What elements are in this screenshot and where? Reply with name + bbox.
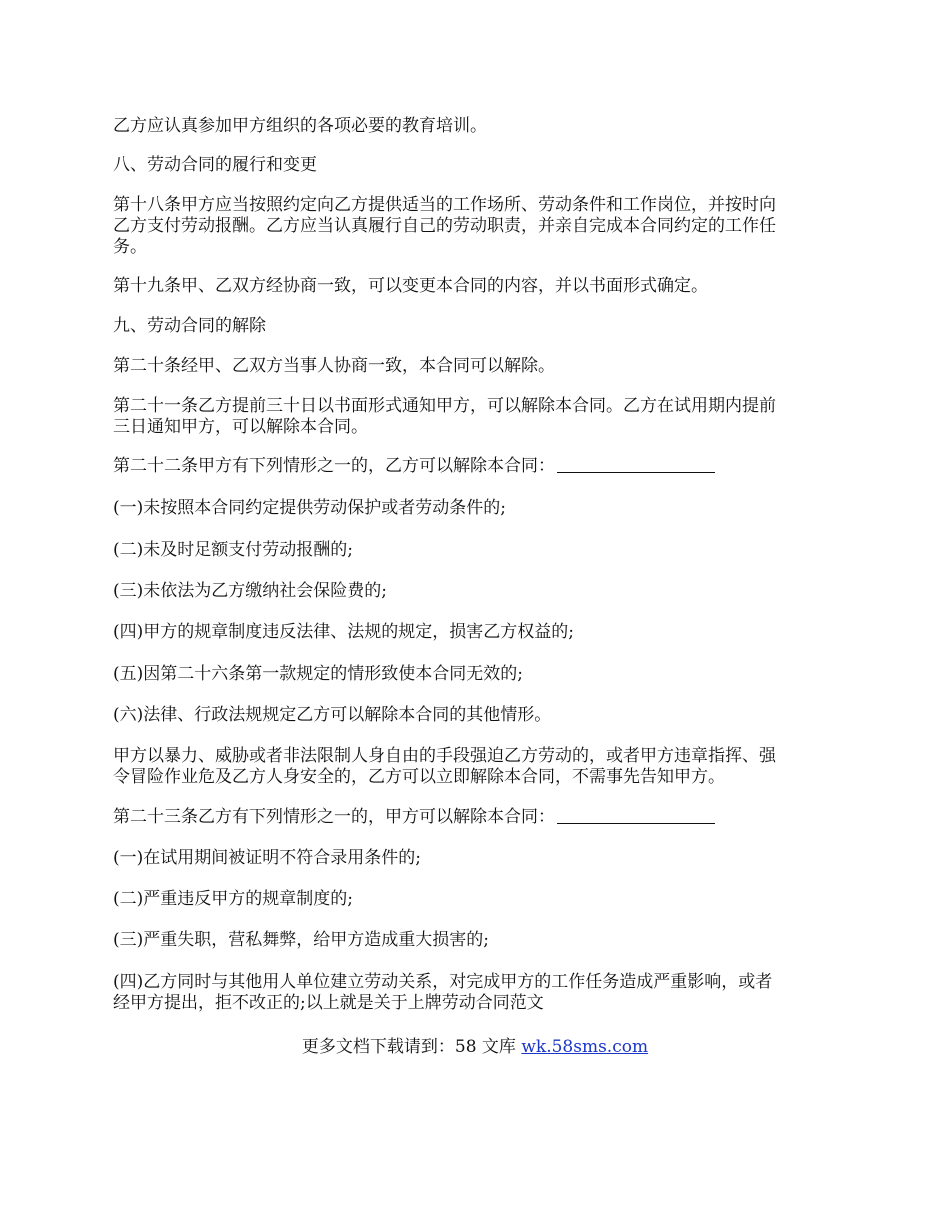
fill-in-blank xyxy=(557,822,715,824)
paragraph-line: 经甲方提出，拒不改正的;以上就是关于上牌劳动合同范文 xyxy=(113,993,544,1013)
list-item: (一)未按照本合同约定提供劳动保护或者劳动条件的; xyxy=(113,498,506,518)
fill-in-blank xyxy=(557,471,715,473)
list-item: (一)在试用期间被证明不符合录用条件的; xyxy=(113,848,421,868)
paragraph-line: 第十八条甲方应当按照约定向乙方提供适当的工作场所、劳动条件和工作岗位，并按时向 xyxy=(113,195,776,215)
paragraph-line: 令冒险作业危及乙方人身安全的，乙方可以立即解除本合同，不需事先告知甲方。 xyxy=(113,767,725,787)
list-item: (三)未依法为乙方缴纳社会保险费的; xyxy=(113,581,387,601)
paragraph: 第十九条甲、乙双方经协商一致，可以变更本合同的内容，并以书面形式确定。 xyxy=(113,276,708,296)
list-item: (三)严重失职，营私舞弊，给甲方造成重大损害的; xyxy=(113,930,489,950)
clause-text: 第二十二条甲方有下列情形之一的，乙方可以解除本合同： xyxy=(113,456,555,476)
paragraph-line: 甲方以暴力、威胁或者非法限制人身自由的手段强迫乙方劳动的，或者甲方违章指挥、强 xyxy=(113,746,776,766)
section-heading: 九、劳动合同的解除 xyxy=(113,316,266,336)
paragraph: 乙方应认真参加甲方组织的各项必要的教育培训。 xyxy=(113,116,487,136)
paragraph-line: 第二十一条乙方提前三十日以书面形式通知甲方，可以解除本合同。乙方在试用期内提前 xyxy=(113,396,776,416)
paragraph-with-blank xyxy=(113,807,843,828)
paragraph: 第二十条经甲、乙双方当事人协商一致，本合同可以解除。 xyxy=(113,356,555,376)
paragraph-line: 务。 xyxy=(113,237,147,257)
footer xyxy=(0,1037,950,1058)
list-item: (五)因第二十六条第一款规定的情形致使本合同无效的; xyxy=(113,664,523,684)
list-item: (二)严重违反甲方的规章制度的; xyxy=(113,889,353,909)
list-item: (四)甲方的规章制度违反法律、法规的规定，损害乙方权益的; xyxy=(113,622,574,642)
paragraph-line: 三日通知甲方，可以解除本合同。 xyxy=(113,417,368,437)
section-heading: 八、劳动合同的履行和变更 xyxy=(113,155,317,175)
paragraph-line: (四)乙方同时与其他用人单位建立劳动关系，对完成甲方的工作任务造成严重影响，或者 xyxy=(113,972,773,992)
paragraph-line: 乙方支付劳动报酬。乙方应当认真履行自己的劳动职责，并亲自完成本合同约定的工作任 xyxy=(113,216,776,236)
list-item: (二)未及时足额支付劳动报酬的; xyxy=(113,540,353,560)
paragraph-with-blank xyxy=(113,456,843,477)
clause-text: 第二十三条乙方有下列情形之一的，甲方可以解除本合同： xyxy=(113,807,555,827)
list-item: (六)法律、行政法规规定乙方可以解除本合同的其他情形。 xyxy=(113,705,552,725)
footer-link[interactable]: wk.58sms.com xyxy=(521,1037,649,1057)
footer-text: 更多文档下载请到：58 文库 xyxy=(301,1037,522,1057)
